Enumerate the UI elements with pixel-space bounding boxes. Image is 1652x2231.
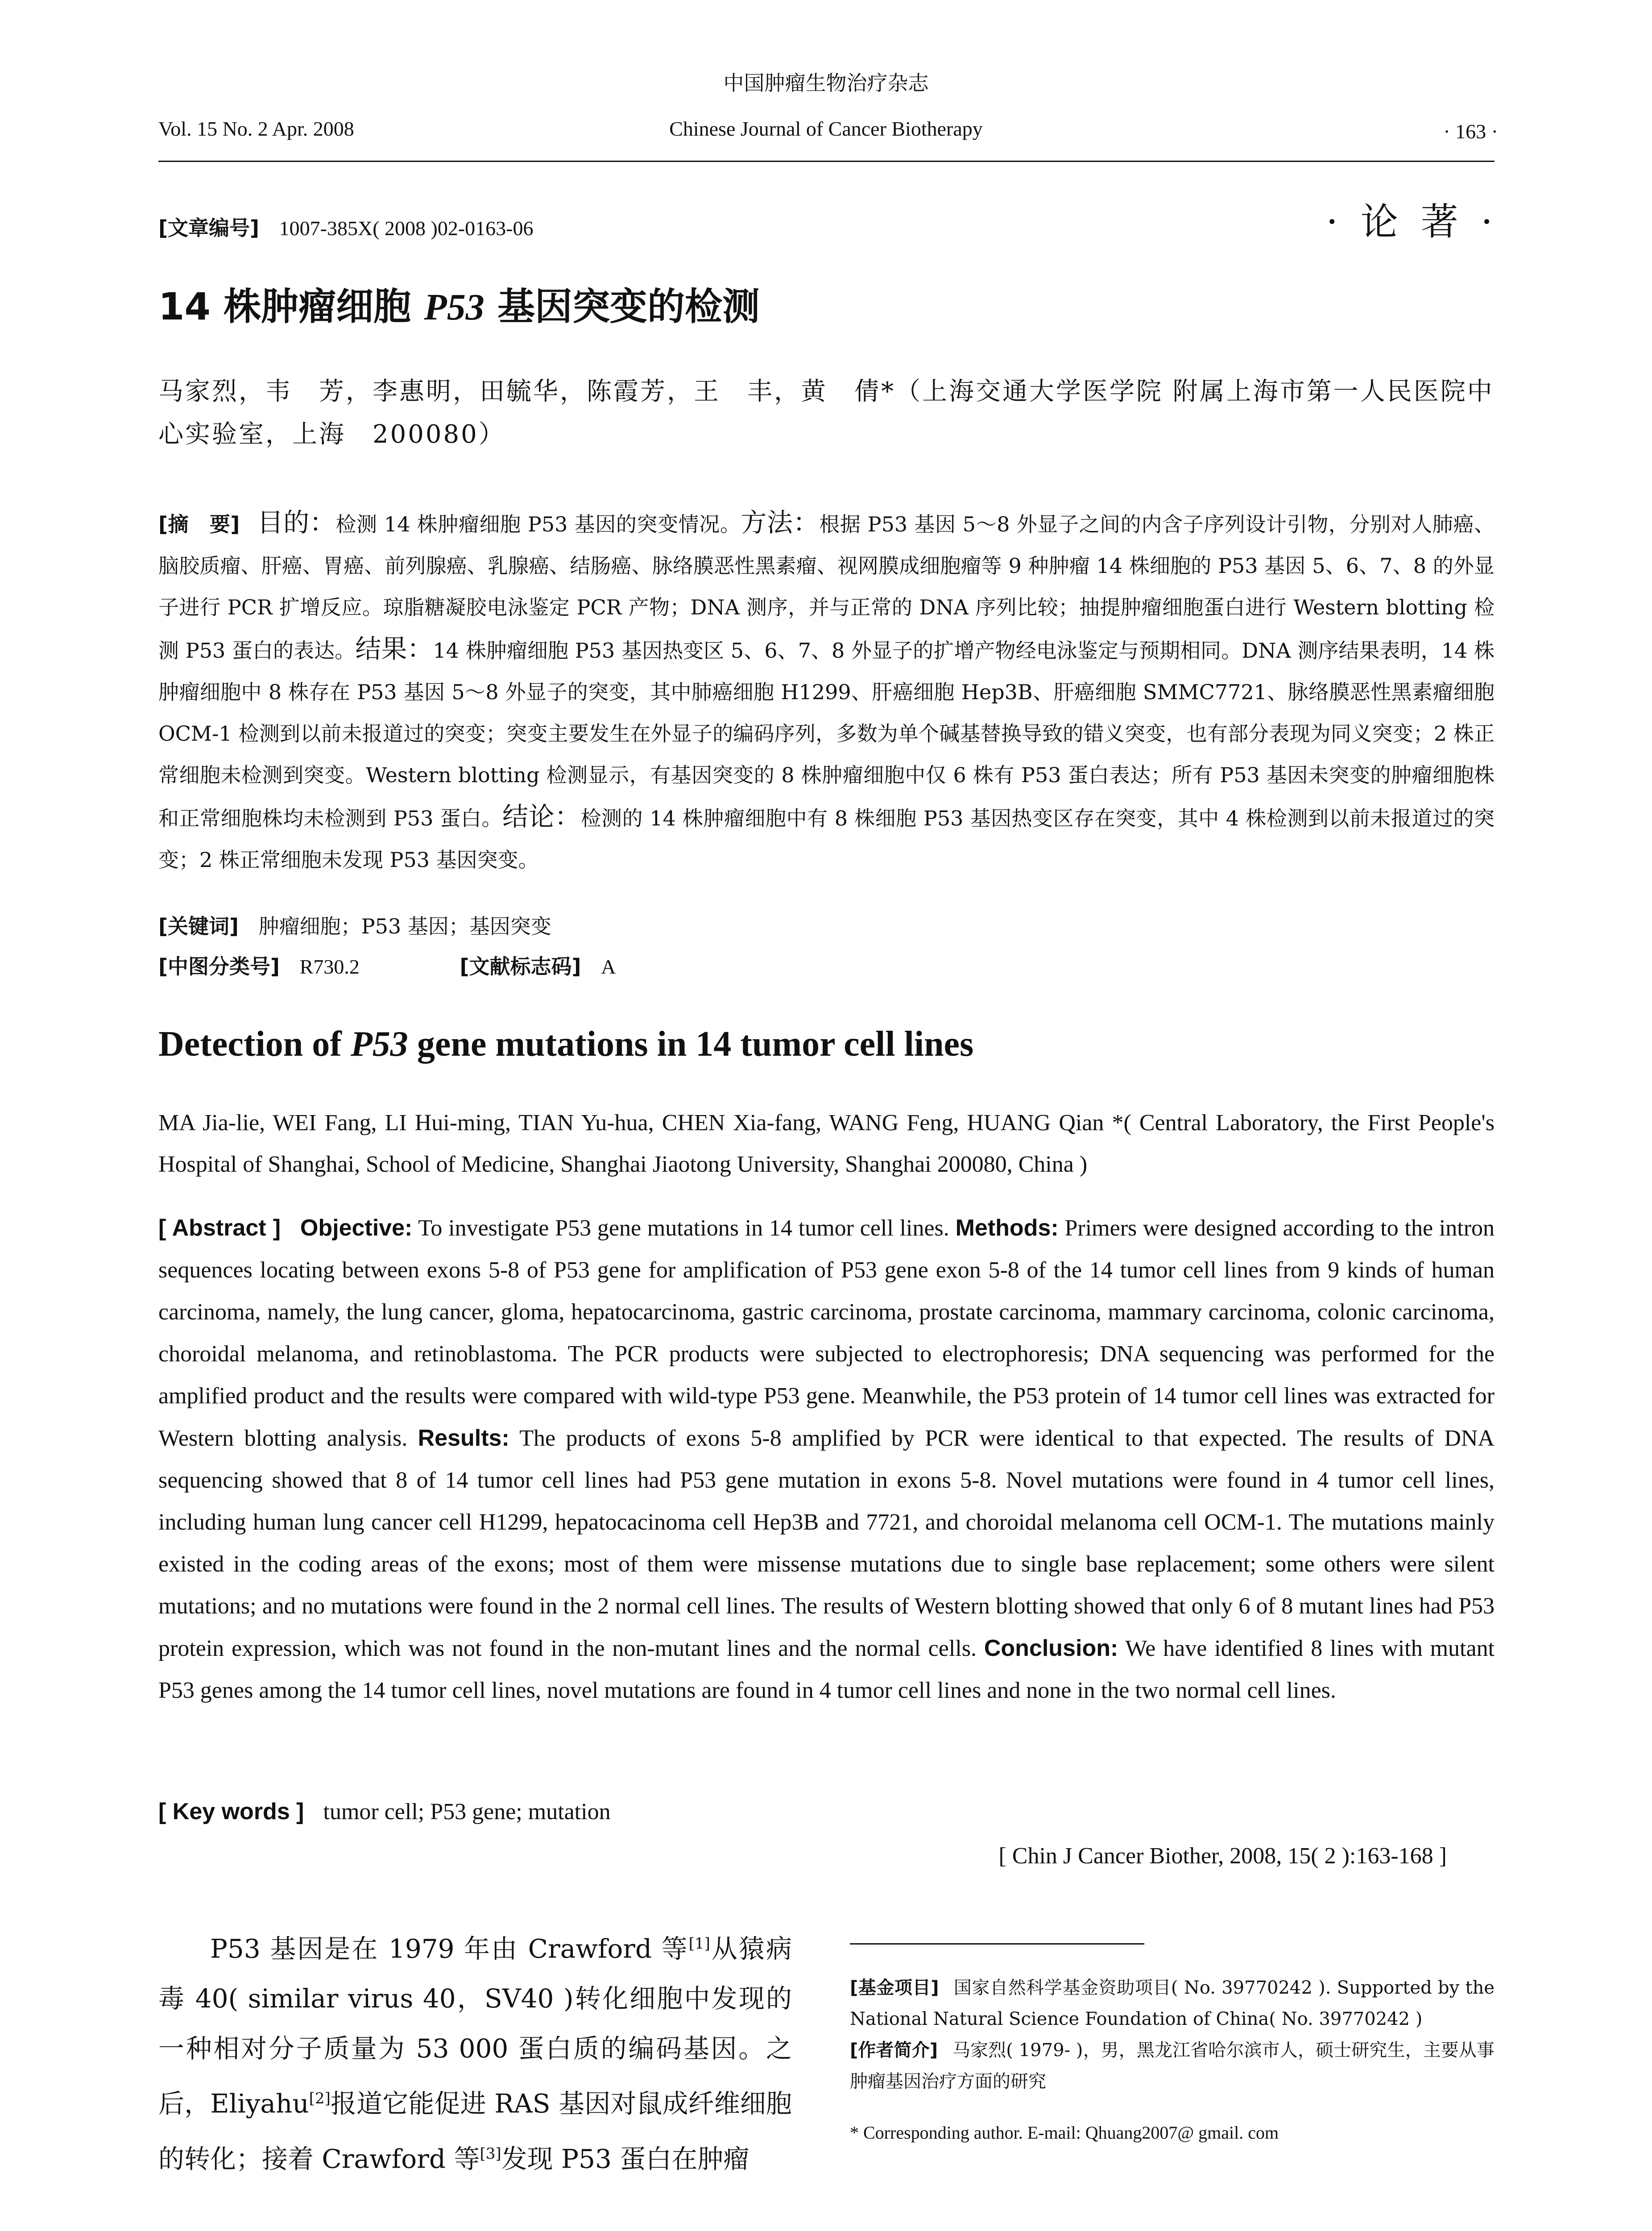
keywords-cn-label: [关键词] xyxy=(158,914,239,938)
body-paragraph xyxy=(158,1919,792,2184)
author-bio-text: 马家烈( 1979- )，男，黑龙江省哈尔滨市人，硕士研究生，主要从事肿瘤基因治疗方面的研究 xyxy=(850,2040,1495,2092)
methods-cn-label: 方法： xyxy=(741,507,820,538)
body-text-4: 发现 P53 蛋白在肿瘤 xyxy=(501,2143,749,2174)
objective-cn-label: 目的： xyxy=(257,507,336,538)
keywords-cn-value: 肿瘤细胞；P53 基因；基因突变 xyxy=(258,914,551,938)
results-en: The products of exons 5-8 amplified by PCR were identical to that expected. The results of DNA sequencing showed that 8 of 14 tumor cell lines had P53 gene mutation in exons 5-8. Novel mutations were found in 4 tumor cell lines, including human lung cancer cell H1299, hepatocacinoma cell Hep3B and 7721, and choroidal melanoma cell OCM-1. The mutations mainly existed in the coding areas of the exons; most of them were missense mutations due to single base replacement; some others were silent mutations; and no mutations were found in the 2 normal cell lines. The results of Western blotting showed that only 6 of 8 mutant lines had P53 protein expression, which was not found in the non-mutant lines and the normal cells. xyxy=(158,1426,1495,1661)
keywords-en xyxy=(158,1798,1495,1825)
ref-3[interactable]: [3] xyxy=(480,2144,501,2163)
ref-2[interactable]: [2] xyxy=(309,2090,331,2108)
objective-en: To investigate P53 gene mutations in 14 tumor cell lines. xyxy=(418,1215,949,1241)
title-cn-post: 基因突变的检测 xyxy=(484,285,760,328)
title-cn-gene: P53 xyxy=(424,286,484,328)
footnote-author xyxy=(850,2035,1495,2097)
results-en-label: Results: xyxy=(418,1425,509,1451)
results-cn: 14 株肿瘤细胞 P53 基因热变区 5、6、7、8 外显子的扩增产物经电泳鉴定与预期相同。DNA 测序结果表明，14 株肿瘤细胞中 8 株存在 P53 基因 5～8 外显子的突变，其中肺癌细胞 H1299、肝癌细胞 Hep3B、肝癌细胞 SMMC7721、脉络膜恶性黑素瘤细胞 OCM-1 检测到以前未报道过的突变；突变主要发生在外显子的编码序列，多数为单个碱基替换导致的错义突变，也有部分表现为同义突变；2 株正常细胞未检测到突变。Western blotting 检测显示，有基因突变的 8 株肿瘤细胞中仅 6 株有 P53 蛋白表达；所有 P53 基因未突变的肿瘤细胞株和正常细胞株均未检测到 P53 蛋白。 xyxy=(158,639,1495,830)
title-en xyxy=(158,1024,973,1065)
title-en-gene: P53 xyxy=(350,1024,408,1064)
journal-name-cn: 中国肿瘤生物治疗杂志 xyxy=(723,71,929,95)
citation: [ Chin J Cancer Biother, 2008, 15( 2 ):163-168 ] xyxy=(998,1843,1447,1869)
section-tag: · 论 著 · xyxy=(1326,200,1498,244)
conclusion-en-label: Conclusion: xyxy=(984,1635,1118,1661)
keywords-en-label: [ Key words ] xyxy=(158,1799,304,1825)
objective-en-label: Objective: xyxy=(300,1215,413,1241)
methods-cn: 根据 P53 基因 5～8 外显子之间的内含子序列设计引物，分别对人肺癌、脑胶质瘤、肝癌、胃癌、前列腺癌、乳腺癌、结肠癌、脉络膜恶性黑素瘤、视网膜成细胞瘤等 9 种肿瘤 14 株细胞的 P53 基因 5、6、7、8 的外显子进行 PCR 扩增反应。琼脂糖凝胶电泳鉴定 PCR 产物；DNA 测序，并与正常的 DNA 序列比较；抽提肿瘤细胞蛋白进行 Western blotting 检测 P53 蛋白的表达。 xyxy=(158,512,1495,663)
body-text-3: 报道它能促进 RAS 基因对鼠成纤维细胞的转化；接着 Crawford 等 xyxy=(158,2088,792,2174)
abstract-cn-label: [摘 要] xyxy=(158,512,240,536)
footnote-rule xyxy=(850,1943,1144,1945)
page-number: · 163 · xyxy=(1443,120,1498,143)
title-cn-pre: 14 株肿瘤细胞 xyxy=(158,285,424,328)
journal-name-en: Chinese Journal of Cancer Biotherapy xyxy=(669,117,983,140)
footnote-fund xyxy=(850,1972,1495,2035)
authors-en: MA Jia-lie, WEI Fang, LI Hui-ming, TIAN Yu-hua, CHEN Xia-fang, WANG Feng, HUANG Qian *( Central Laboratory, the First People's Hospital of Shanghai, School of Medicine, Shanghai Jiaotong University, Shanghai 200080, China ) xyxy=(158,1110,1495,1177)
title-cn xyxy=(158,277,760,331)
clc-label: [中图分类号] xyxy=(158,954,280,979)
classification xyxy=(158,950,1495,980)
conclusion-cn: 检测的 14 株肿瘤细胞中有 8 株细胞 P53 基因热变区存在突变，其中 4 株检测到以前未报道过的突变；2 株正常细胞未发现 P53 基因突变。 xyxy=(158,806,1495,872)
methods-en: Primers were designed according to the intron sequences locating between exons 5-8 of P53 gene for amplification of P53 gene exon 5-8 of the 14 tumor cell lines from 9 kinds of human carcinoma, namely, the lung cancer, gloma, hepatocarcinoma, gastric carcinoma, prostate carcinoma, mammary carcinoma, colonic carcinoma, choroidal melanoma, and retinoblastoma. The PCR products were subjected to electrophoresis; DNA sequencing was performed for the amplified product and the results were compared with wild-type P53 gene. Meanwhile, the P53 protein of 14 tumor cell lines was extracted for Western blotting analysis. xyxy=(158,1215,1495,1451)
fund-label: [基金项目] xyxy=(850,1978,939,1998)
article-number-value: 1007-385X( 2008 )02-0163-06 xyxy=(279,217,534,240)
article-number-label: [文章编号] xyxy=(158,216,260,240)
volume-info: Vol. 15 No. 2 Apr. 2008 xyxy=(158,117,354,140)
abstract-cn xyxy=(158,502,1495,881)
fund-text: 国家自然科学基金资助项目( No. 39770242 ). Supported by the National Natural Science Foundation of China( No. 39770242 ) xyxy=(850,1978,1495,2029)
conclusion-cn-label: 结论： xyxy=(502,801,581,832)
clc-value: R730.2 xyxy=(299,955,360,978)
title-en-pre: Detection of xyxy=(158,1024,351,1064)
body-text-1: P53 基因是在 1979 年由 Crawford 等 xyxy=(210,1933,689,1964)
body-text-2: 从猿病毒 40( similar virus 40，SV40 )转化细胞中发现的一种相对分子质量为 53 000 蛋白质的编码基因。之后，Eliyahu xyxy=(158,1933,792,2119)
methods-en-label: Methods: xyxy=(955,1215,1059,1241)
authors-cn: 马家烈，韦 芳，李惠明，田毓华，陈霞芳，王 丰，黄 倩*（上海交通大学医学院 附属上海市第一人民医院中心实验室，上海 200080） xyxy=(158,377,1494,449)
footnote-corresponding: * Corresponding author. E-mail: Qhuang2007@ gmail. com xyxy=(850,2123,1279,2143)
abstract-en xyxy=(158,1207,1495,1712)
results-cn-label: 结果： xyxy=(355,634,433,664)
abstract-en-label: [ Abstract ] xyxy=(158,1215,281,1241)
keywords-cn xyxy=(158,910,1495,940)
objective-cn: 检测 14 株肿瘤细胞 P53 基因的突变情况。 xyxy=(335,512,741,536)
doc-code-value: A xyxy=(601,955,616,978)
header-rule xyxy=(158,161,1495,162)
ref-1[interactable]: [1] xyxy=(688,1935,710,1953)
keywords-en-value: tumor cell; P53 gene; mutation xyxy=(323,1799,611,1825)
article-number xyxy=(158,212,533,241)
conclusion-en: We have identified 8 lines with mutant P53 genes among the 14 tumor cell lines, novel mutations are found in 4 tumor cell lines and none in the two normal cell lines. xyxy=(158,1636,1495,1703)
title-en-post: gene mutations in 14 tumor cell lines xyxy=(408,1024,974,1064)
doc-code-label: [文献标志码] xyxy=(460,954,581,979)
author-bio-label: [作者简介] xyxy=(850,2040,938,2061)
